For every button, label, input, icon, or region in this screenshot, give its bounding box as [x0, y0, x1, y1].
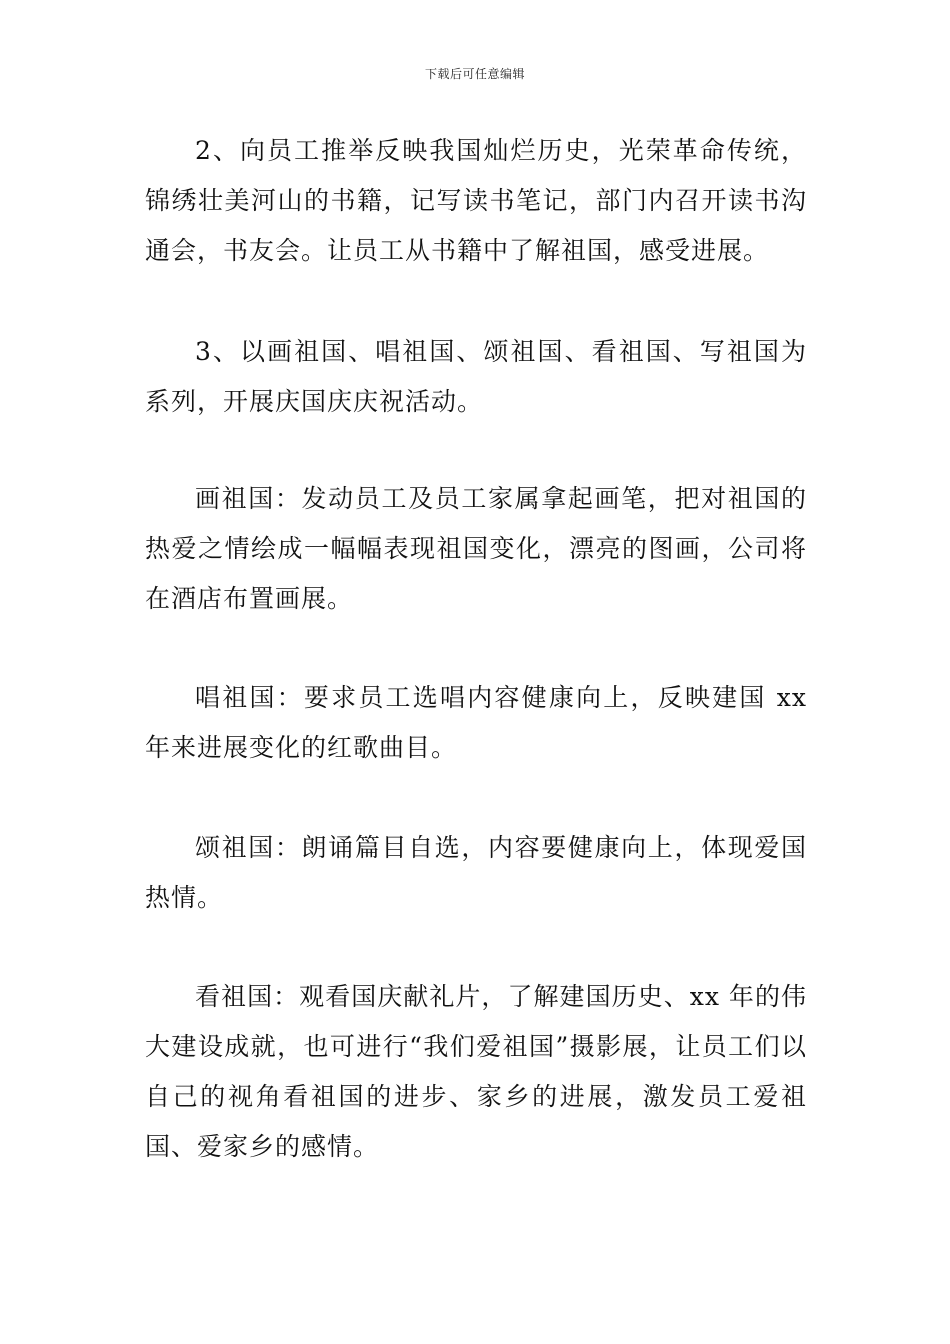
paragraph-celebration-series: 3、以画祖国、唱祖国、颂祖国、看祖国、写祖国为系列，开展庆国庆庆祝活动。 — [145, 337, 807, 416]
paragraph-view-motherland: 看祖国：观看国庆献礼片，了解建国历史、xx 年的伟大建设成就，也可进行“我们爱祖国”摄影展，让员工们以自己的视角看祖国的进步、家乡的进展，激发员工爱祖国、爱家乡的感情。 — [145, 982, 807, 1161]
page-header: 下载后可任意编辑 — [424, 67, 525, 81]
paragraph-recite-motherland: 颂祖国：朗诵篇目自选，内容要健康向上，体现爱国热情。 — [145, 833, 807, 912]
paragraph-book-recommendation: 2、向员工推举反映我国灿烂历史，光荣革命传统，锦绣壮美河山的书籍，记写读书笔记，部门内召开读书沟通会，书友会。让员工从书籍中了解祖国，感受进展。 — [145, 136, 807, 265]
paragraph-sing-motherland: 唱祖国：要求员工选唱内容健康向上，反映建国 xx 年来进展变化的红歌曲目。 — [145, 683, 807, 762]
paragraph-paint-motherland: 画祖国：发动员工及员工家属拿起画笔，把对祖国的热爱之情绘成一幅幅表现祖国变化，漂亮的图画，公司将在酒店布置画展。 — [145, 484, 807, 613]
